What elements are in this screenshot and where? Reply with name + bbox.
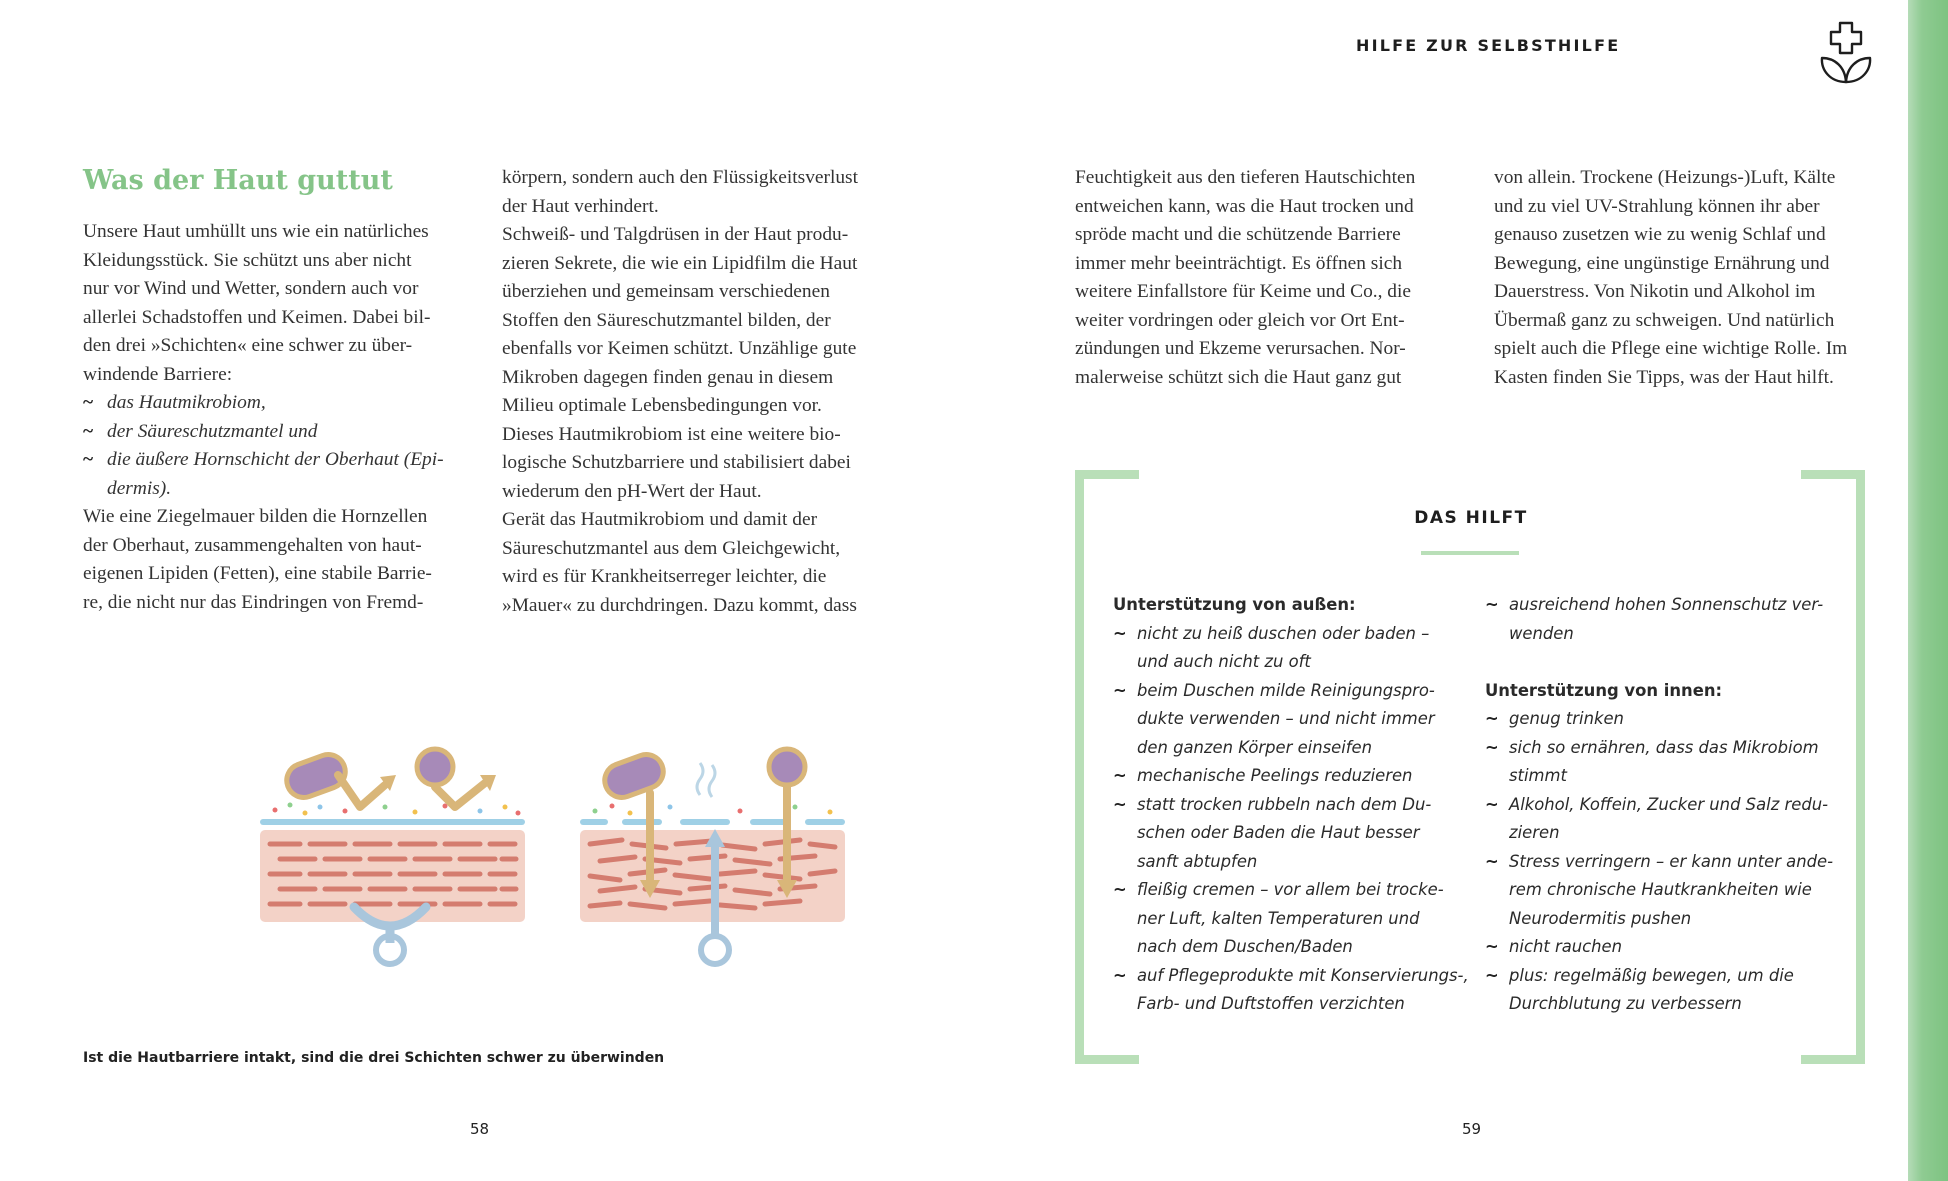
- list-item-line: schen oder Baden die Haut besser: [1137, 823, 1420, 842]
- text-line: wird es für Krankheitserreger leichter, die: [502, 566, 827, 587]
- list-item: [83, 389, 463, 418]
- list-item: [1113, 620, 1473, 677]
- outro-paragraph: [83, 503, 463, 617]
- list-item: [1113, 791, 1473, 877]
- text-line: logische Schutzbarriere und stabilisiert dabei: [502, 452, 851, 473]
- list-item-line: plus: regelmäßig bewegen, um die: [1509, 965, 1794, 985]
- tilde-bullet-icon: ~: [1113, 965, 1127, 985]
- list-item-line: die äußere Hornschicht der Oberhaut (Epi-: [107, 449, 444, 470]
- list-item: [1113, 876, 1473, 962]
- list-item-line: das Hautmikrobiom,: [107, 392, 266, 413]
- left-column-1: [83, 164, 463, 617]
- text-line: windende Barriere:: [83, 363, 233, 385]
- text-line: zieren Sekrete, die wie ein Lipidfilm die Haut: [502, 252, 858, 274]
- list-item: [1485, 734, 1845, 791]
- list-item-line: nicht rauchen: [1509, 937, 1623, 956]
- text-line: von allein. Trockene (Heizungs-)Luft, Kälte: [1494, 167, 1836, 188]
- list-item: [83, 418, 463, 447]
- list-item-line: wenden: [1509, 623, 1574, 643]
- list-item: [1113, 762, 1473, 791]
- tilde-bullet-icon: ~: [1485, 965, 1499, 985]
- text-line: Bewegung, eine ungünstige Ernährung und: [1494, 252, 1830, 274]
- list-item: [1485, 962, 1845, 1019]
- tilde-bullet-icon: ~: [1113, 880, 1127, 899]
- list-item-line: dermis).: [107, 477, 172, 499]
- left-column-2: [502, 164, 886, 620]
- text-line: spielt auch die Pflege eine wichtige Rolle. Im: [1494, 338, 1848, 359]
- list-item-line: auf Pflegeprodukte mit Konservierungs-,: [1137, 965, 1469, 985]
- text-line: weiter vordringen oder gleich vor Ort Ent-: [1075, 309, 1405, 331]
- list-item-line: Durchblutung zu verbessern: [1509, 994, 1742, 1013]
- list-item-line: genug trinken: [1509, 709, 1624, 728]
- inside-support-list: [1485, 705, 1845, 1019]
- intact-skin-diagram: [260, 749, 525, 964]
- tilde-bullet-icon: ~: [83, 392, 94, 413]
- cross-leaf-icon: [1818, 20, 1874, 84]
- text-line: immer mehr beeinträchtigt. Es öffnen sich: [1075, 252, 1403, 274]
- text-line: Feuchtigkeit aus den tieferen Hautschichten: [1075, 167, 1416, 188]
- outside-support-list-continued: [1485, 591, 1845, 648]
- list-item-line: nach dem Duschen/Baden: [1137, 937, 1353, 956]
- text-line: nur vor Wind und Wetter, sondern auch vor: [83, 278, 419, 299]
- page-number-left: 58: [470, 1120, 490, 1138]
- outside-support-heading: Unterstützung von außen:: [1113, 595, 1356, 614]
- list-item-line: Neurodermitis pushen: [1509, 908, 1692, 928]
- text-line: spröde macht und die schützende Barriere: [1075, 224, 1401, 245]
- text-line: eigenen Lipiden (Fetten), eine stabile Barrie-: [83, 563, 432, 584]
- list-item-line: dukte verwenden – und nicht immer: [1137, 709, 1435, 728]
- text-line: wiederum den pH-Wert der Haut.: [502, 480, 762, 502]
- text-line: »Mauer« zu durchdringen. Dazu kommt, dass: [502, 594, 857, 616]
- list-item: [1485, 591, 1845, 648]
- list-item-line: fleißig cremen – vor allem bei trocke-: [1137, 880, 1444, 899]
- tilde-bullet-icon: ~: [1113, 680, 1127, 700]
- list-item: [1113, 962, 1473, 1019]
- text-line: Schweiß- und Talgdrüsen in der Haut produ-: [502, 224, 849, 245]
- list-item-line: sanft abtupfen: [1137, 851, 1258, 871]
- text-line: Stoffen den Säureschutzmantel bilden, der: [502, 309, 831, 331]
- text-line: Mikroben dagegen finden genau in diesem: [502, 366, 834, 388]
- text-line: Gerät das Hautmikrobiom und damit der: [502, 509, 818, 530]
- list-item: [1113, 677, 1473, 763]
- text-line: Übermaß ganz zu schweigen. Und natürlich: [1494, 309, 1835, 331]
- text-line: Kasten finden Sie Tipps, was der Haut hilft.: [1494, 366, 1834, 388]
- text-line: der Oberhaut, zusammengehalten von haut-: [83, 534, 422, 556]
- box-title: DAS HILFT: [1414, 508, 1528, 528]
- list-item: [1485, 933, 1845, 962]
- text-line: Unsere Haut umhüllt uns wie ein natürliches: [83, 221, 429, 242]
- text-line: ebenfalls vor Keimen schützt. Unzählige gute: [502, 338, 857, 359]
- tilde-bullet-icon: ~: [1113, 766, 1127, 785]
- text-line: weitere Einfallstore für Keime und Co., die: [1075, 281, 1411, 302]
- tilde-bullet-icon: ~: [1485, 794, 1499, 814]
- list-item-line: stimmt: [1509, 766, 1567, 785]
- list-item: [1485, 791, 1845, 848]
- text-line: Dauerstress. Von Nikotin und Alkohol im: [1494, 281, 1816, 302]
- text-line: Milieu optimale Lebensbedingungen vor.: [502, 395, 822, 416]
- list-item-line: Alkohol, Koffein, Zucker und Salz redu-: [1509, 794, 1829, 814]
- list-item-line: den ganzen Körper einseifen: [1137, 737, 1373, 757]
- tilde-bullet-icon: ~: [1485, 709, 1499, 728]
- list-item-line: ausreichend hohen Sonnenschutz ver-: [1509, 595, 1824, 614]
- tilde-bullet-icon: ~: [83, 420, 94, 442]
- text-line: körpern, sondern auch den Flüssigkeitsverlust: [502, 167, 858, 188]
- text-line: Kleidungsstück. Sie schützt uns aber nicht: [83, 249, 412, 271]
- text-line: re, die nicht nur das Eindringen von Fremd-: [83, 591, 424, 613]
- list-item-line: statt trocken rubbeln nach dem Du-: [1137, 794, 1432, 814]
- list-item-line: rem chronische Hautkrankheiten wie: [1509, 880, 1812, 899]
- tilde-bullet-icon: ~: [1485, 937, 1499, 956]
- list-item-line: sich so ernähren, dass das Mikrobiom: [1509, 737, 1819, 757]
- list-item-line: Farb- und Duftstoffen verzichten: [1137, 994, 1405, 1013]
- list-item-line: nicht zu heiß duschen oder baden –: [1137, 623, 1430, 643]
- list-item-line: beim Duschen milde Reinigungspro-: [1137, 680, 1435, 700]
- text-line: malerweise schützt sich die Haut ganz gut: [1075, 366, 1402, 388]
- text-line: Säureschutzmantel aus dem Gleichgewicht,: [502, 537, 841, 559]
- page-number-right: 59: [1462, 1120, 1482, 1138]
- figure-caption: Ist die Hautbarriere intakt, sind die drei Schichten schwer zu überwinden: [83, 1050, 665, 1066]
- text-line: und zu viel UV-Strahlung können ihr aber: [1494, 195, 1820, 217]
- list-item-line: zieren: [1509, 823, 1560, 842]
- intro-paragraph: [83, 218, 463, 389]
- tilde-bullet-icon: ~: [1485, 737, 1499, 757]
- list-item: [83, 446, 463, 503]
- text-line: Wie eine Ziegelmauer bilden die Hornzellen: [83, 506, 428, 527]
- tilde-bullet-icon: ~: [1113, 794, 1127, 814]
- tilde-bullet-icon: ~: [1113, 623, 1127, 643]
- list-item-line: mechanische Peelings reduzieren: [1137, 766, 1413, 785]
- list-item: [1485, 848, 1845, 934]
- list-item-line: Stress verringern – er kann unter ande-: [1509, 851, 1834, 871]
- box-column-2: [1485, 591, 1845, 1019]
- inside-support-heading: Unterstützung von innen:: [1485, 680, 1723, 700]
- text-line: der Haut verhindert.: [502, 195, 659, 217]
- text-line: entweichen kann, was die Haut trocken und: [1075, 195, 1414, 217]
- skin-barrier-illustration: [250, 735, 850, 975]
- box-column-1: [1113, 591, 1473, 1019]
- text-line: allerlei Schadstoffen und Keimen. Dabei bil-: [83, 306, 431, 328]
- section-heading: Was der Haut guttut: [83, 165, 393, 196]
- barrier-list: [83, 389, 463, 503]
- running-header: HILFE ZUR SELBSTHILFE: [1356, 36, 1621, 55]
- text-line: genauso zusetzen wie zu wenig Schlaf und: [1494, 224, 1826, 245]
- text-line: Dieses Hautmikrobiom ist eine weitere bio-: [502, 423, 841, 445]
- right-column-2: [1494, 164, 1876, 392]
- tilde-bullet-icon: ~: [1485, 851, 1499, 871]
- tilde-bullet-icon: ~: [83, 449, 94, 470]
- page-edge-strip: [1908, 0, 1948, 1181]
- tilde-bullet-icon: ~: [1485, 595, 1499, 614]
- right-column-1: [1075, 164, 1459, 392]
- text-line: den drei »Schichten« eine schwer zu über-: [83, 335, 413, 356]
- list-item: [1485, 705, 1845, 734]
- box-title-rule: [1421, 551, 1519, 555]
- list-item-line: und auch nicht zu oft: [1137, 652, 1311, 671]
- damaged-skin-diagram: [580, 749, 845, 964]
- text-line: überziehen und gemeinsam verschiedenen: [502, 281, 830, 302]
- text-line: zündungen und Ekzeme verursachen. Nor-: [1075, 338, 1406, 359]
- outside-support-list: [1113, 620, 1473, 1019]
- list-item-line: der Säureschutzmantel und: [107, 420, 318, 442]
- list-item-line: ner Luft, kalten Temperaturen und: [1137, 908, 1420, 928]
